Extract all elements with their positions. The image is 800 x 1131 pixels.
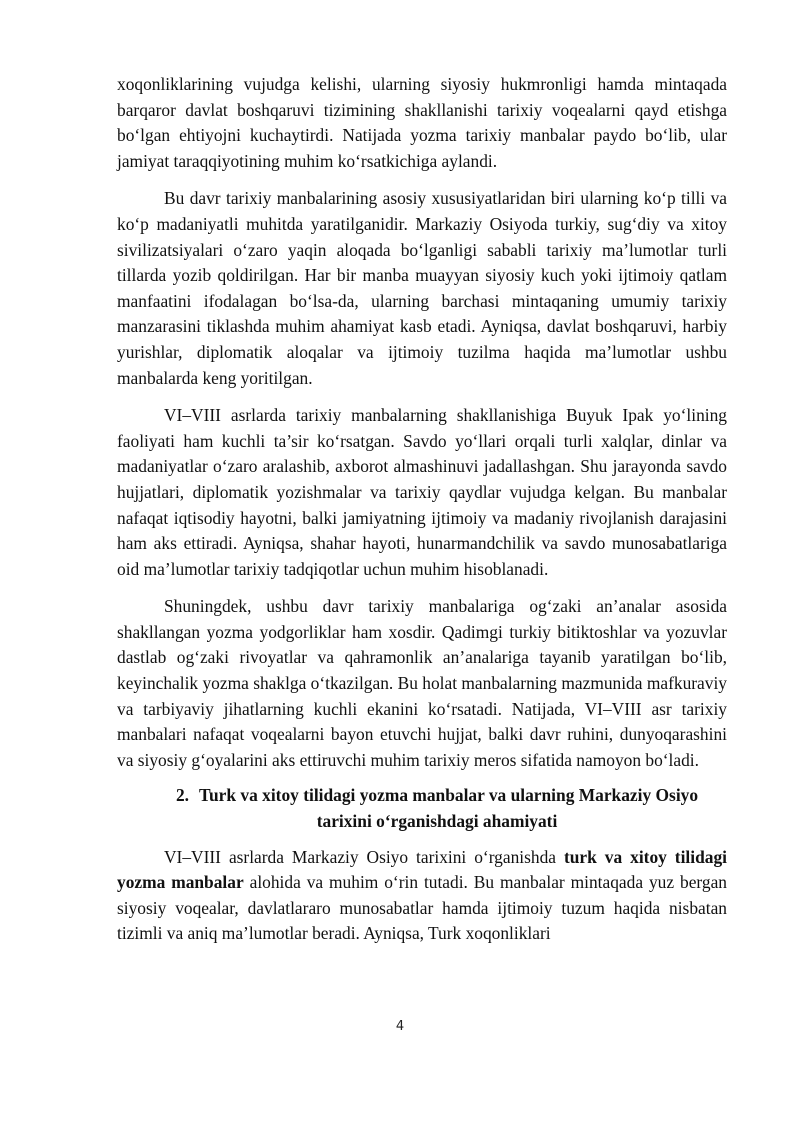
paragraph-text-after: alohida va muhim o‘rin tutadi. Bu manbalar mintaqada yuz bergan siyosiy voqealar, davlatlararo munosabatlar hamda ijtimoiy tuzum haqida nisbatan tizimli va aniq ma’lumotlar beradi. Ayniqsa, Turk xoqonliklari [117,872,727,944]
page-number: 4 [395,1019,405,1034]
paragraph-oral-traditions: Shuningdek, ushbu davr tarixiy manbalariga og‘zaki an’analar asosida shakllangan yozma yodgorliklar ham xosdir. Qadimgi turkiy bitiktoshlar va yozuvlar dastlab og‘zaki rivoyatlar va qahramonlik an’analariga tayanib yaratilgan bo‘lib, keyinchalik yozma shaklga o‘tkazilgan. Bu holat manbalarning mazmunida mafkuraviy va tarbiyaviy jihatlarning kuchli ekanini ko‘rsatadi. Natijada, VI–VIII asr tarixiy manbalari nafaqat voqealarni bayon etuvchi hujjat, balki davr ruhini, dunyoqarashini va siyosiy g‘oyalarini aks ettiruvchi muhim tarixiy meros sifatida namoyon bo‘ladi. [117,596,727,770]
paragraph-multilingual-sources: Bu davr tarixiy manbalarining asosiy xususiyatlaridan biri ularning ko‘p tilli va ko‘p madaniyatli muhitda yaratilganidir. Markaziy Osiyoda turkiy, sug‘diy va xitoy sivilizatsiyalari o‘zaro yaqin aloqada bo‘lganligi sababli tarixiy ma’lumotlar turli tillarda yozib qoldirilgan. Har bir manba muayyan siyosiy kuch yoki ijtimoiy qatlam manfaatini ifodalagan bo‘lsa-da, ularning barchasi mintaqaning umumiy tarixiy manzarasini tiklashda muhim ahamiyat kasb etadi. Ayniqsa, davlat boshqaruvi, harbiy yurishlar, diplomatik aloqalar va ijtimoiy tuzilma haqida ma’lumotlar ushbu manbalarda keng yoritilgan. [117,188,727,388]
section-heading-line1 [147,783,727,809]
document-page [117,72,727,947]
section-title-line1: Turk va xitoy tilidagi yozma manbalar va ularning Markaziy Osiyo [198,785,699,806]
paragraph-turk-chinese-sources [117,845,727,947]
section-number: 2. [175,785,189,806]
section-heading [117,783,727,834]
paragraph-silk-road: VI–VIII asrlarda tarixiy manbalarning shakllanishiga Buyuk Ipak yo‘lining faoliyati ham kuchli ta’sir ko‘rsatgan. Savdo yo‘llari orqali turli xalqlar, dinlar va madaniyatlar o‘zaro aralashib, axborot almashinuvi jadallashgan. Shu jarayonda savdo hujjatlari, diplomatik yozishmalar va tarixiy qaydlar vujudga kelgan. Bu manbalar nafaqat iqtisodiy hayotni, balki jamiyatning ijtimoiy va madaniy rivojlanish darajasini ham aks ettiradi. Ayniqsa, shahar hayoti, hunarmandchilik va savdo munosabatlariga oid ma’lumotlar tarixiy tadqiqotlar uchun muhim hisoblanadi. [117,405,727,579]
bold-phrase: turk va xitoy tilidagi yozma manbalar [117,846,727,893]
paragraph-continuation: xoqonliklarining vujudga kelishi, ularning siyosiy hukmronligi hamda mintaqada barqaror davlat boshqaruvi tizimining shakllanishi tarixiy voqealarni qayd etishga bo‘lgan ehtiyojni kuchaytirdi. Natijada yozma tarixiy manbalar paydo bo‘lib, ular jamiyat taraqqiyotining muhim ko‘rsatkichiga aylandi. [117,74,727,171]
paragraph-text-before: VI–VIII asrlarda Markaziy Osiyo tarixini o‘rganishda [164,846,564,867]
section-title-line2: tarixini o‘rganishdagi ahamiyati [316,811,558,832]
